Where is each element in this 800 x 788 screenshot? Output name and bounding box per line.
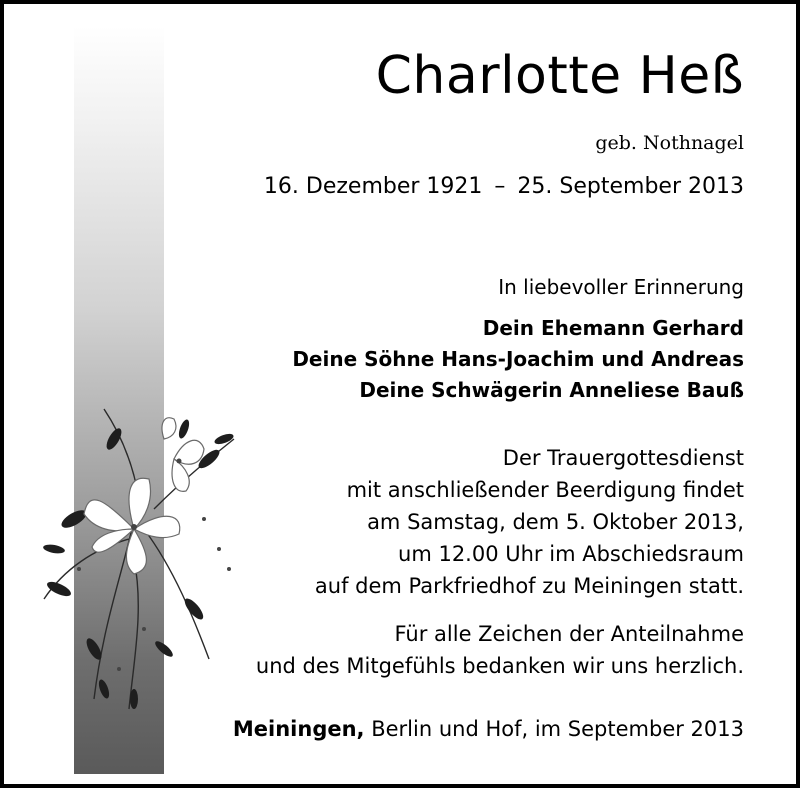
lily-bouquet-icon <box>34 399 244 719</box>
service-line: auf dem Parkfriedhof zu Meiningen statt. <box>314 574 744 598</box>
service-line: am Samstag, dem 5. Oktober 2013, <box>367 510 744 534</box>
place-date-line <box>233 717 744 741</box>
birth-date: 16. Dezember 1921 <box>263 174 483 199</box>
family-member: Deine Schwägerin Anneliese Bauß <box>359 378 744 402</box>
service-line: mit anschließender Beerdigung findet <box>346 478 744 502</box>
maiden-name: geb. Nothnagel <box>595 132 744 154</box>
service-line: um 12.00 Uhr im Abschiedsraum <box>398 542 744 566</box>
death-date: 25. September 2013 <box>517 174 744 199</box>
date-separator: – <box>494 174 506 199</box>
place-rest: Berlin und Hof, im September 2013 <box>371 717 744 741</box>
family-member: Dein Ehemann Gerhard <box>482 316 744 340</box>
service-line: Der Trauergottesdienst <box>502 446 744 470</box>
thanks-line: und des Mitgefühls bedanken wir uns herzlich. <box>255 654 744 678</box>
family-member: Deine Söhne Hans-Joachim und Andreas <box>292 347 744 371</box>
memory-line: In liebevoller Erinnerung <box>498 275 744 299</box>
place-name: Meiningen, <box>232 717 365 741</box>
life-dates <box>264 174 744 199</box>
thanks-line: Für alle Zeichen der Anteilnahme <box>394 622 744 646</box>
deceased-name: Charlotte Heß <box>375 46 744 106</box>
